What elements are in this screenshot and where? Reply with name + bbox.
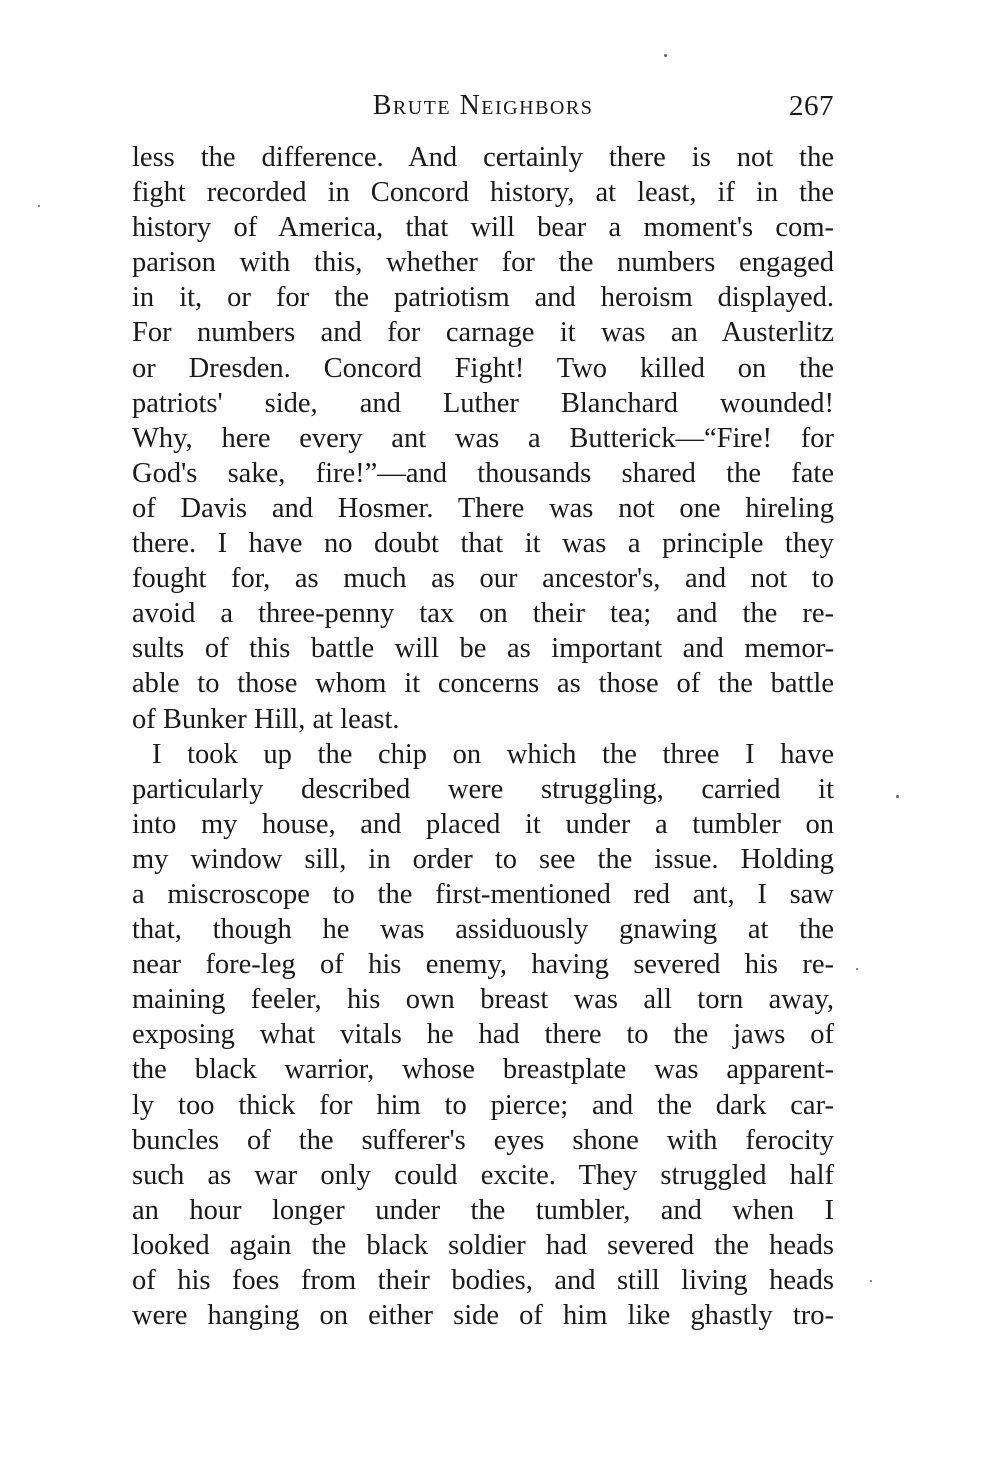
text-line: exposing what vitals he had there to the jaws of	[132, 1019, 834, 1051]
text-line: looked again the black soldier had severed the heads	[132, 1229, 834, 1261]
text-line: I took up the chip on which the three I have	[152, 738, 834, 770]
text-line: near fore-leg of his enemy, having severed his re-	[132, 949, 834, 981]
text-line: such as war only could excite. They struggled half	[132, 1159, 834, 1191]
page-number: 267	[789, 90, 834, 122]
text-line: Why, here every ant was a Butterick—“Fire! for	[132, 422, 834, 454]
paragraph-1	[132, 140, 834, 737]
text-line: a miscroscope to the first-mentioned red ant, I saw	[132, 878, 834, 910]
text-line: patriots' side, and Luther Blanchard wounded!	[132, 387, 834, 419]
scan-speck	[870, 1280, 872, 1282]
text-line: in it, or for the patriotism and heroism displayed.	[132, 282, 834, 314]
text-line: fight recorded in Concord history, at least, if in the	[132, 177, 834, 209]
text-line: sults of this battle will be as important and memor-	[132, 633, 834, 665]
text-line: an hour longer under the tumbler, and when I	[132, 1194, 834, 1226]
scan-speck	[896, 795, 899, 798]
text-line: my window sill, in order to see the issue. Holding	[132, 843, 834, 875]
text-line: ly too thick for him to pierce; and the dark car-	[132, 1089, 834, 1121]
running-title: Brute Neighbors	[372, 90, 594, 121]
page-header	[132, 88, 834, 124]
text-line: the black warrior, whose breastplate was apparent-	[132, 1054, 834, 1086]
text-line: less the difference. And certainly there is not the	[132, 142, 834, 173]
text-line: or Dresden. Concord Fight! Two killed on the	[132, 352, 834, 384]
text-line: history of America, that will bear a moment's com-	[132, 212, 834, 244]
text-line: buncles of the sufferer's eyes shone with ferocity	[132, 1124, 834, 1156]
paragraph-2	[132, 737, 834, 1334]
text-line: particularly described were struggling, carried it	[132, 773, 834, 805]
text-line: that, though he was assiduously gnawing at the	[132, 914, 834, 946]
body-text	[132, 140, 834, 1333]
text-line: God's sake, fire!”—and thousands shared the fate	[132, 457, 834, 489]
text-line: maining feeler, his own breast was all torn away,	[132, 984, 834, 1016]
scan-speck	[38, 205, 40, 207]
text-line: of his foes from their bodies, and still living heads	[132, 1265, 834, 1296]
text-line: For numbers and for carnage it was an Austerlitz	[132, 317, 834, 349]
text-line: parison with this, whether for the numbers engaged	[132, 247, 834, 279]
scan-speck	[856, 968, 858, 970]
text-line: into my house, and placed it under a tumbler on	[132, 808, 834, 840]
text-line: able to those whom it concerns as those of the battle	[132, 668, 834, 700]
text-line: of Davis and Hosmer. There was not one hireling	[132, 492, 834, 524]
text-line: of Bunker Hill, at least.	[132, 703, 400, 735]
text-line: avoid a three-penny tax on their tea; and the re-	[132, 598, 834, 630]
text-line: were hanging on either side of him like ghastly tro-	[132, 1300, 834, 1332]
text-line: fought for, as much as our ancestor's, and not to	[132, 563, 834, 595]
text-line: there. I have no doubt that it was a principle they	[132, 528, 834, 560]
scan-speck	[664, 54, 667, 57]
